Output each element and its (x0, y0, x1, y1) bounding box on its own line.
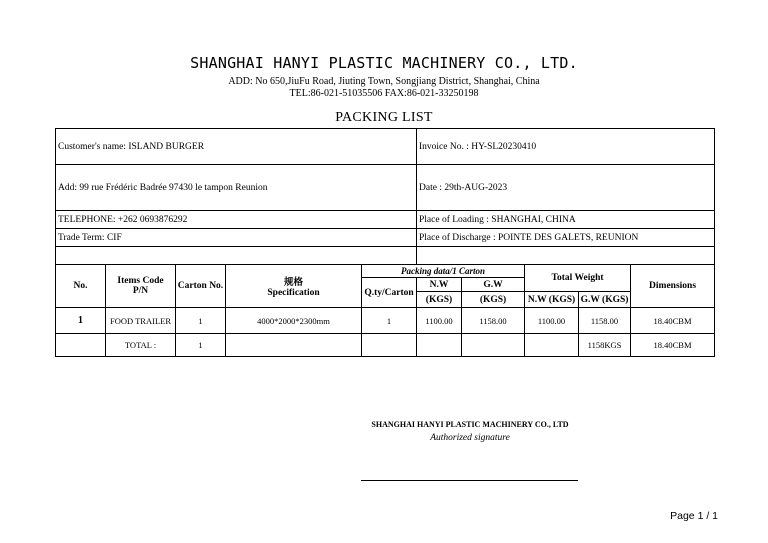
customer-info-table (55, 128, 715, 265)
total-gw: 1158KGS (579, 334, 631, 357)
total-row (56, 334, 715, 357)
customer-address: Add: 99 rue Frédéric Badrée 97430 le tampon Reunion (56, 165, 417, 211)
row-qty: 1 (362, 308, 417, 334)
row-total-gw: 1158.00 (579, 308, 631, 334)
header-pn-label: P/N (132, 286, 149, 296)
blank-cell (462, 334, 525, 357)
row-no: 1 (56, 308, 106, 334)
row-nw: 1100.00 (417, 308, 462, 334)
signature-line (361, 480, 578, 481)
header-specification (226, 265, 362, 308)
total-label: TOTAL : (106, 334, 176, 357)
table-row (56, 308, 715, 334)
signature-company: SHANGHAI HANYI PLASTIC MACHINERY CO., LTD (371, 420, 569, 429)
header-spec-cn: 规格 (283, 278, 303, 288)
header-nw-kgs-unit: (KGS) (417, 292, 462, 308)
header-total-gw: G.W (KGS) (579, 292, 631, 308)
invoice-date: Date : 29th-AUG-2023 (417, 165, 715, 211)
company-address-block (0, 76, 768, 100)
header-total-nw: N.W (KGS) (525, 292, 579, 308)
row-dimensions: 18.40CBM (631, 308, 715, 334)
signature-label: Authorized signature (430, 433, 510, 443)
row-items-code: FOOD TRAILER (106, 308, 176, 334)
blank-cell (362, 334, 417, 357)
header-total-weight: Total Weight (525, 265, 631, 292)
header-dimensions: Dimensions (631, 265, 715, 308)
company-contact: TEL:86-021-51035506 FAX:86-021-33250198 (289, 88, 479, 99)
total-dimensions: 18.40CBM (631, 334, 715, 357)
header-gw: G.W (462, 278, 525, 292)
row-gw: 1158.00 (462, 308, 525, 334)
customer-telephone: TELEPHONE: +262 0693876292 (56, 211, 417, 229)
row-total-nw: 1100.00 (525, 308, 579, 334)
blank-cell (525, 334, 579, 357)
header-no: No. (56, 265, 106, 308)
total-carton: 1 (176, 334, 226, 357)
header-items-code (106, 265, 176, 308)
header-spec-label: Specification (267, 288, 320, 298)
place-of-loading: Place of Loading : SHANGHAI, CHINA (417, 211, 715, 229)
page-number: Page 1 / 1 (670, 510, 718, 522)
blank-cell (417, 247, 715, 265)
blank-cell (56, 247, 417, 265)
place-of-discharge: Place of Discharge : POINTE DES GALETS, REUNION (417, 229, 715, 247)
row-carton-no: 1 (176, 308, 226, 334)
invoice-number: Invoice No. : HY-SL20230410 (417, 129, 715, 165)
header-gw-kgs-unit: (KGS) (462, 292, 525, 308)
blank-cell (417, 334, 462, 357)
document-title: PACKING LIST (335, 110, 433, 125)
company-address: ADD: No 650,JiuFu Road, Jiuting Town, Songjiang District, Shanghai, China (228, 76, 540, 87)
blank-cell (226, 334, 362, 357)
packing-table (55, 264, 715, 357)
header-packing-data: Packing data/1 Carton (362, 265, 525, 278)
header-items-code-label: Items Code (117, 276, 164, 286)
header-carton-no: Carton No. (176, 265, 226, 308)
blank-cell (56, 334, 106, 357)
header-qty-carton: Q.ty/Carton (362, 278, 417, 308)
header-nw: N.W (417, 278, 462, 292)
customer-name: Customer's name: ISLAND BURGER (56, 129, 417, 165)
company-name: SHANGHAI HANYI PLASTIC MACHINERY CO., LTD. (190, 54, 578, 72)
row-specification: 4000*2000*2300mm (226, 308, 362, 334)
trade-term: Trade Term: CIF (56, 229, 417, 247)
